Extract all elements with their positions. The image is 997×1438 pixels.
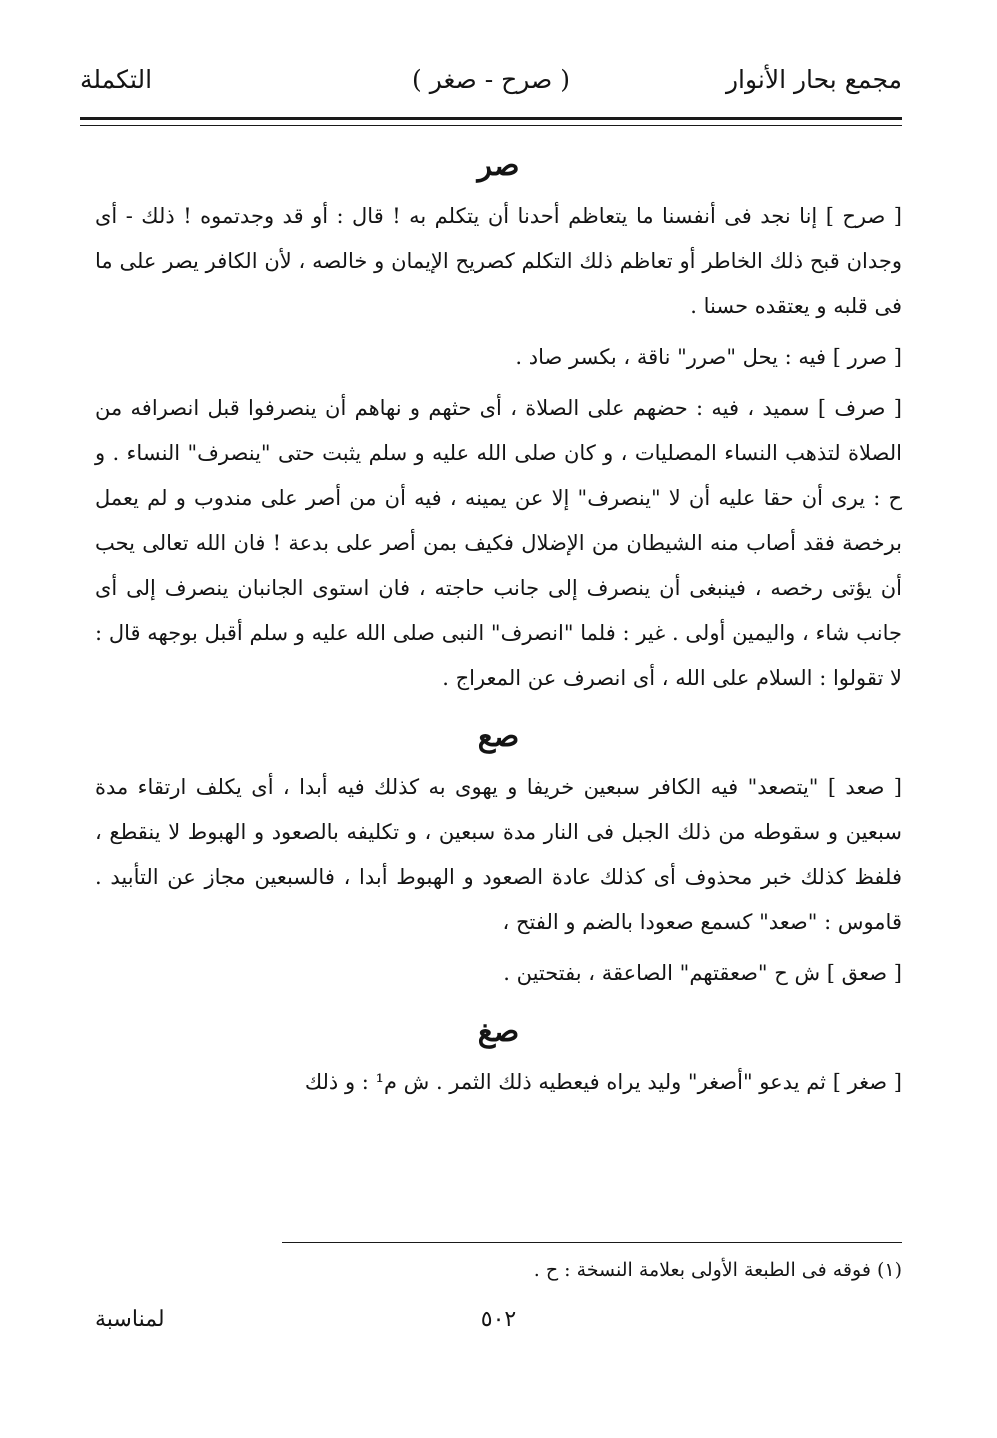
running-head [80,55,902,105]
entry-paragraph: [ صعق ] ش ح "صعقتهم" الصاعقة ، بفتحتين . [503,961,902,985]
entry-range: ( صرح - صغر ) [412,65,570,94]
header-rule [80,117,902,126]
volume-label: التكملة [80,65,153,94]
section-heading: صع [477,719,520,754]
entry-paragraph: [ صرر ] فيه : يحل "صرر" ناقة ، بكسر صاد . [515,345,902,369]
entry-paragraph: [ صرح ] إنا نجد فى أنفسنا ما يتعاظم أحدنا أن يتكلم به ! قال : أو قد وجدتموه ! ذلك - أى وجدان قبح ذلك الخاطر أو تعاظم ذلك التكلم كصريح الإيمان و خالصه ، لأن الكافر يصر على ما فى قلبه و يعتقده حسنا . [95,204,902,318]
catchword: لمناسبة [95,1307,165,1332]
section-heading: صغ [477,1014,520,1049]
entry-paragraph: [ صغر ] ثم يدعو "أصغر" وليد يراه فيعطيه ذلك الثمر . ش م¹ : و ذلك [304,1070,902,1094]
book-title: مجمع بحار الأنوار [725,65,902,94]
main-text [95,130,902,1105]
footnote-rule [282,1242,902,1243]
section-heading: صر [477,148,520,183]
page-number: ٥٠٢ [480,1307,517,1332]
entry-paragraph: [ صعد ] "يتصعد" فيه الكافر سبعين خريفا و يهوى به كذلك فيه أبدا ، أى يكلف ارتقاء مدة سبعين و سقوطه من ذلك الجبل فى النار مدة سبعين ، و تكليفه بالصعود و الهبوط لا ينقطع ، فلفظ كذلك خبر محذوف أى كذلك عادة الصعود و الهبوط أبدا ، فالسبعين مجاز عن التأبيد . قاموس : "صعد" كسمع صعودا بالضم و الفتح ، [95,775,902,934]
footnote: (١) فوقه فى الطبعة الأولى بعلامة النسخة : ح . [533,1259,902,1281]
entry-paragraph: [ صرف ] سميد ، فيه : حضهم على الصلاة ، أى حثهم و نهاهم أن ينصرفوا قبل انصرافه من الصلاة لتذهب النساء المصليات ، و كان صلى الله عليه و سلم يثبت حتى "ينصرف" النساء . و ح : يرى أن حقا عليه أن لا "ينصرف" إلا عن يمينه ، فيه أن من أصر على مندوب و لم يعمل برخصة فقد أصاب منه الشيطان من الإضلال فكيف بمن أصر على بدعة ! فان الله تعالى يحب أن يؤتى رخصه ، فينبغى أن ينصرف إلى جانب حاجته ، فان استوى الجانبان ينصرف إلى أى جانب شاء ، واليمين أولى . غير : فلما "انصرف" النبى صلى الله عليه و سلم أقبل بوجهه قال : لا تقولوا : السلام على الله ، أى انصرف عن المعراج . [95,396,902,690]
